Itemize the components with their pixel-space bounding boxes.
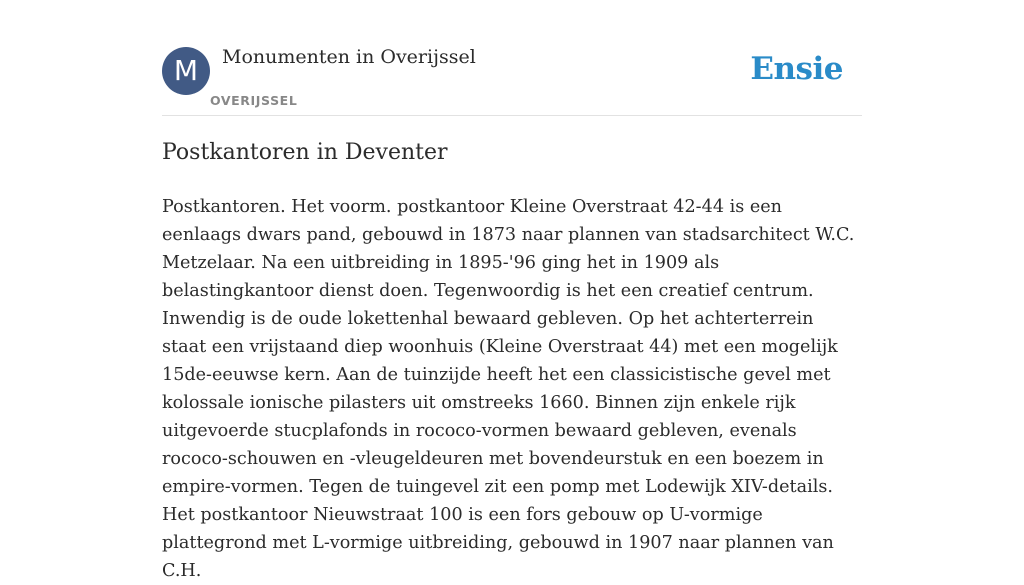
source-avatar[interactable]: M bbox=[162, 47, 210, 95]
article-page bbox=[162, 0, 862, 581]
category-label[interactable]: OVERIJSSEL bbox=[210, 93, 298, 108]
ensie-logo[interactable]: Ensie bbox=[750, 51, 843, 87]
header-divider bbox=[162, 115, 862, 116]
article-title: Postkantoren in Deventer bbox=[162, 140, 448, 165]
source-title-link[interactable]: Monumenten in Overijssel bbox=[222, 46, 476, 68]
article-body: Postkantoren. Het voorm. postkantoor Kleine Overstraat 42-44 is een eenlaags dwars pand, gebouwd in 1873 naar plannen van stadsarchitect W.C. Metzelaar. Na een uitbreiding in 1895-'96 ging het in 1909 als belastingkantoor dienst doen. Tegenwoordig is het een creatief centrum. Inwendig is de oude lokettenhal bewaard gebleven. Op het achterterrein staat een vrijstaand diep woonhuis (Kleine Overstraat 44) met een mogelijk 15de-eeuwse kern. Aan de tuinzijde heeft het een classicistische gevel met kolossale ionische pilasters uit omstreeks 1660. Binnen zijn enkele rijk uitgevoerde stucplafonds in rococo-vormen bewaard gebleven, evenals rococo-schouwen en -vleugeldeuren met bovendeurstuk en een boezem in empire-vormen. Tegen de tuingevel zit een pomp met Lodewijk XIV-details. Het postkantoor Nieuwstraat 100 is een fors gebouw op U-vormige plattegrond met L-vormige uitbreiding, gebouwd in 1907 naar plannen van C.H. bbox=[162, 197, 855, 581]
